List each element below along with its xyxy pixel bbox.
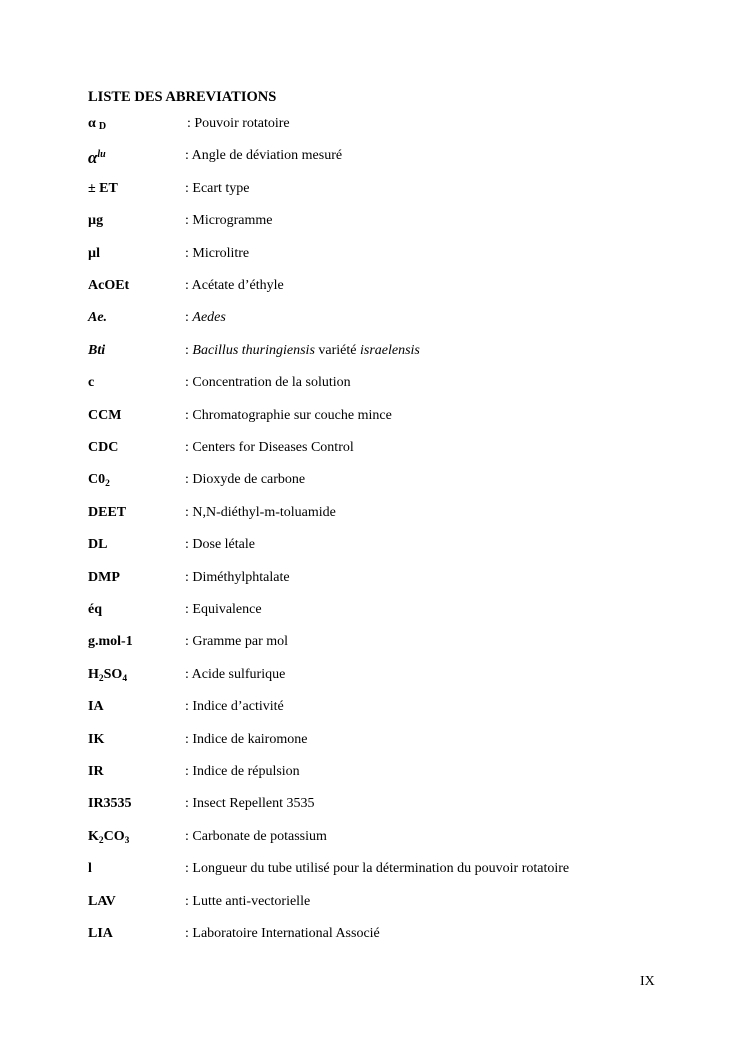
abbreviation-definition-segment: : Laboratoire International Associé [185, 926, 380, 941]
abbreviation-entry [88, 213, 688, 233]
abbreviation-definition [185, 894, 310, 910]
abbreviation-definition-segment: : Chromatographie sur couche mince [185, 407, 392, 423]
abbreviation-definition-segment: : [185, 342, 193, 358]
abbreviation-term-segment: 2 [98, 673, 104, 684]
abbreviation-term-segment: K [88, 828, 99, 844]
abbreviation-term [88, 764, 104, 780]
abbreviation-term-segment: Ae. [88, 310, 108, 326]
abbreviation-term-segment: SO [103, 666, 123, 682]
abbreviation-entry [88, 829, 688, 849]
abbreviation-entry [88, 181, 688, 201]
abbreviation-definition [185, 213, 272, 229]
abbreviation-term-segment: l [88, 861, 92, 877]
abbreviation-term [88, 926, 113, 942]
abbreviation-definition-segment: : Equivalence [185, 602, 262, 617]
abbreviation-entry [88, 408, 688, 428]
abbreviation-definition [185, 602, 262, 618]
abbreviation-definition [185, 505, 336, 521]
abbreviation-definition [185, 472, 305, 488]
abbreviation-term-segment: éq [88, 602, 102, 617]
abbreviation-definition-segment: : Indice de kairomone [185, 731, 308, 747]
abbreviation-term [88, 699, 104, 715]
page-number: IX [640, 974, 655, 989]
abbreviation-definition [185, 764, 300, 780]
abbreviation-entry [88, 310, 688, 330]
abbreviation-definition-segment: : Diméthylphtalate [185, 569, 290, 585]
abbreviation-term-segment: 4 [122, 673, 128, 684]
abbreviation-entry [88, 861, 688, 881]
abbreviation-term-segment: C0 [88, 472, 106, 488]
abbreviation-definition-segment: : Lutte anti-vectorielle [185, 893, 311, 909]
abbreviation-term [88, 796, 132, 812]
abbreviation-term [88, 213, 103, 229]
abbreviation-term [88, 408, 121, 424]
abbreviation-definition [185, 861, 569, 877]
abbreviation-definition-segment: : Gramme par mol [185, 634, 289, 650]
abbreviation-definition-segment: israelensis [359, 342, 420, 358]
abbreviation-term-segment: ± ET [88, 180, 118, 196]
abbreviation-definition [187, 116, 290, 132]
abbreviation-term-segment: D [98, 121, 107, 132]
abbreviation-definition [185, 278, 284, 294]
abbreviation-entry [88, 699, 688, 719]
page-title: LISTE DES ABREVIATIONS [88, 89, 277, 105]
abbreviation-term-segment: LIA [88, 926, 113, 941]
abbreviation-definition [185, 732, 307, 748]
abbreviation-definition-segment: : Acétate d’éthyle [185, 278, 284, 293]
abbreviation-definition [185, 408, 392, 424]
abbreviation-term-segment: IK [88, 731, 105, 747]
abbreviation-term-segment: µl [88, 245, 100, 261]
abbreviation-definition-segment: : Acide sulfurique [185, 666, 286, 682]
abbreviation-definition [185, 926, 380, 942]
abbreviation-definition [185, 181, 250, 197]
abbreviation-definition-segment: : Indice de répulsion [185, 764, 300, 779]
abbreviation-entry [88, 602, 688, 622]
abbreviation-term [88, 246, 100, 262]
abbreviation-term-segment: AcOEt [88, 278, 130, 293]
abbreviation-term [88, 116, 106, 132]
abbreviation-definition [185, 310, 226, 326]
abbreviation-term-segment: IR [88, 764, 104, 779]
abbreviation-term [88, 148, 106, 168]
abbreviation-term [88, 343, 105, 359]
abbreviation-definition [185, 634, 288, 650]
abbreviation-definition [185, 440, 354, 456]
abbreviation-entry [88, 926, 688, 946]
abbreviation-definition [185, 343, 420, 359]
abbreviation-definition [185, 246, 249, 262]
abbreviation-definition-segment: : Centers for Diseases Control [185, 440, 354, 455]
abbreviation-definition [185, 537, 255, 553]
abbreviation-entry [88, 472, 688, 492]
abbreviation-definition [185, 148, 342, 164]
abbreviation-definition-segment: : [185, 310, 193, 326]
abbreviation-term-segment: g.mol-1 [88, 634, 133, 650]
abbreviation-definition-segment: : Microgramme [185, 213, 273, 229]
abbreviation-term-segment: DL [88, 537, 108, 553]
abbreviation-term-segment: µg [88, 213, 104, 229]
abbreviation-term-segment: lu [97, 149, 106, 161]
abbreviation-definition-segment: : Concentration de la solution [185, 375, 351, 391]
abbreviation-term-segment: CDC [88, 440, 119, 455]
abbreviation-entry [88, 148, 688, 168]
abbreviation-term [88, 505, 126, 521]
abbreviation-term [88, 861, 92, 877]
abbreviation-term-segment: α [88, 148, 98, 168]
abbreviation-definition-segment: variété [314, 342, 360, 358]
abbreviation-term-segment: CCM [88, 407, 122, 423]
abbreviation-term [88, 537, 107, 553]
abbreviation-definition-segment: : Ecart type [185, 180, 250, 196]
abbreviation-entry [88, 505, 688, 525]
abbreviation-term-segment: CO [103, 828, 125, 844]
abbreviation-entry [88, 667, 688, 687]
abbreviation-term-segment: α [88, 116, 96, 131]
abbreviation-definition [185, 829, 327, 845]
abbreviation-entry [88, 634, 688, 654]
abbreviation-term [88, 375, 94, 391]
abbreviation-term [88, 732, 104, 748]
abbreviation-entry [88, 116, 688, 136]
abbreviation-entry [88, 278, 688, 298]
abbreviation-term [88, 829, 129, 846]
abbreviation-term [88, 667, 127, 684]
abbreviation-term [88, 894, 116, 910]
abbreviation-term [88, 602, 102, 618]
abbreviation-term-segment: DEET [88, 504, 127, 520]
abbreviation-definition-segment: : Dose létale [185, 537, 255, 553]
abbreviation-term [88, 634, 133, 650]
abbreviation-definition-segment: : Pouvoir rotatoire [187, 116, 290, 131]
abbreviation-definition-segment: : Microlitre [185, 245, 250, 261]
abbreviation-entry [88, 894, 688, 914]
abbreviation-term-segment: 3 [124, 835, 130, 846]
abbreviation-term-segment: DMP [88, 569, 120, 585]
abbreviation-definition-segment: : Indice d’activité [185, 699, 284, 715]
abbreviation-entry [88, 375, 688, 395]
abbreviation-definition [185, 699, 284, 715]
abbreviation-definition-segment: : Carbonate de potassium [185, 828, 327, 844]
abbreviation-term-segment: LAV [88, 893, 116, 909]
abbreviation-definition-segment: : Insect Repellent 3535 [185, 796, 315, 812]
abbreviation-definition-segment: : Dioxyde de carbone [185, 472, 306, 488]
abbreviation-definition [185, 570, 290, 586]
abbreviation-term-segment: H [88, 666, 99, 682]
abbreviation-entry [88, 246, 688, 266]
abbreviation-definition [185, 667, 285, 683]
abbreviation-definition-segment: : Angle de déviation mesuré [185, 148, 343, 164]
abbreviation-term-segment: 2 [98, 835, 104, 846]
abbreviation-term [88, 472, 110, 489]
abbreviation-definition-segment: Aedes [192, 310, 226, 326]
abbreviation-entry [88, 796, 688, 816]
abbreviation-entry [88, 764, 688, 784]
abbreviation-term [88, 181, 118, 197]
abbreviation-term [88, 570, 120, 586]
abbreviation-definition-segment: : N,N-diéthyl-m-toluamide [185, 504, 336, 520]
abbreviation-term-segment: Bti [88, 342, 106, 358]
abbreviation-entry [88, 343, 688, 363]
abbreviation-term-segment: IR3535 [88, 796, 132, 812]
abbreviation-entry [88, 537, 688, 557]
abbreviation-definition-segment: Bacillus thuringiensis [192, 342, 315, 358]
abbreviation-term [88, 310, 107, 326]
abbreviation-definition-segment: : Longueur du tube utilisé pour la détermination du pouvoir rotatoire [185, 861, 570, 877]
abbreviation-term [88, 440, 118, 456]
abbreviation-definition [185, 796, 314, 812]
abbreviation-definition [185, 375, 351, 391]
abbreviation-entry [88, 440, 688, 460]
abbreviation-entry [88, 570, 688, 590]
abbreviation-term-segment: c [88, 375, 95, 391]
abbreviation-term-segment: IA [88, 699, 104, 715]
abbreviation-term [88, 278, 129, 294]
abbreviation-term-segment: 2 [105, 479, 110, 490]
abbreviation-entry [88, 732, 688, 752]
